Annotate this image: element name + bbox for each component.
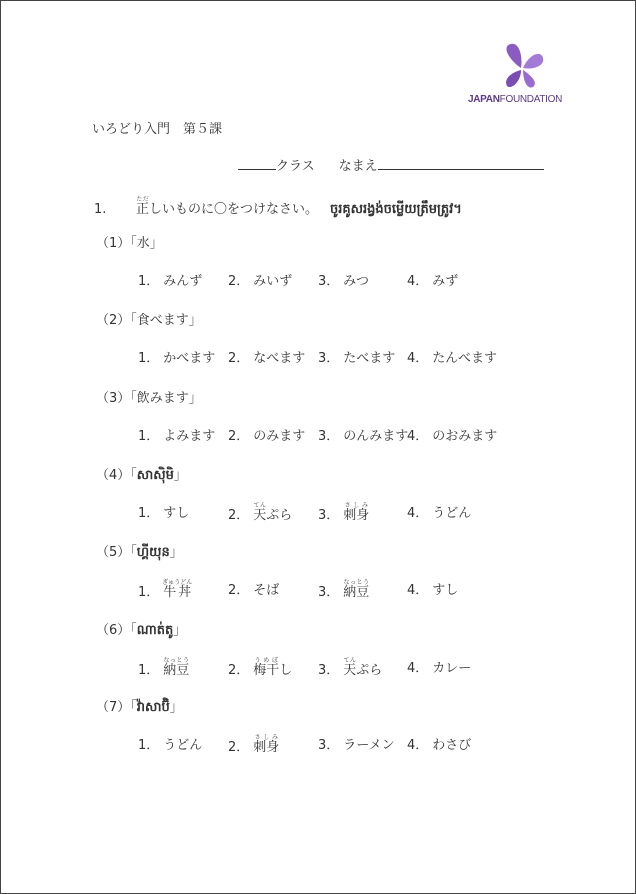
option-number: 4． [407,351,429,367]
answer-option[interactable] [138,270,202,289]
name-label: なまえ [338,159,378,174]
question-label: （6）「ណាត់តូ」 [96,622,187,638]
option-number: 4． [407,274,429,289]
option-text: みんず [163,274,203,289]
option-number: 4． [407,660,429,676]
option-number: 2． [228,662,250,678]
answer-option[interactable] [407,657,471,676]
option-text: なべます [253,351,306,367]
answer-option[interactable] [318,425,408,444]
option-number: 2． [228,739,250,755]
option-number: 1． [138,662,160,678]
option-number: 4． [407,505,429,521]
option-number: 2． [228,583,250,599]
answer-option[interactable] [318,347,395,366]
option-text: たんべます [432,351,498,367]
option-number: 3． [318,428,340,444]
question-label: （5）「ហ្គីយុន」 [96,545,183,561]
answer-option[interactable] [138,347,215,366]
answer-option[interactable] [407,502,471,521]
answer-option[interactable] [318,657,382,678]
class-blank[interactable] [238,157,276,170]
answer-option[interactable] [318,734,395,753]
option-text: ラーメン [343,737,395,753]
option-number: 2． [228,274,250,289]
answer-option[interactable] [407,270,458,289]
option-ruby: 天てん [343,656,357,678]
japan-foundation-logo [466,42,563,108]
option-number: 1． [138,428,160,444]
option-text: のんみます [343,428,409,444]
question-label: （3）「飲みます」 [96,390,202,406]
answer-option[interactable] [407,425,497,444]
answer-option[interactable] [318,579,369,600]
answer-option[interactable] [138,425,215,444]
option-number: 1． [138,505,160,521]
option-ruby: 納豆なっとう [163,656,190,678]
answer-option[interactable] [138,579,192,600]
question-label: （1）「水」 [96,236,163,251]
question-khmer-term: ហ្គីយុន [136,545,170,561]
option-text: かべます [163,351,216,367]
option-ruby: 天てん [253,501,267,523]
option-number: 1． [138,351,160,367]
class-label: クラス [276,159,315,174]
answer-option[interactable] [228,425,305,444]
class-name-line [238,155,544,174]
option-number: 3． [318,662,340,678]
question-khmer-term: ណាត់តូ [136,622,174,638]
question-khmer-term: សាស៊ិមិ [136,467,174,483]
option-number: 3． [318,585,340,601]
option-number: 2． [228,507,250,523]
name-blank[interactable] [378,157,544,170]
option-number: 3． [318,351,340,367]
answer-option[interactable] [318,502,369,523]
option-number: 3． [318,737,340,753]
answer-option[interactable] [228,347,305,366]
option-ruby: 刺身さしみ [343,501,370,523]
option-text: のおみます [432,428,498,444]
option-text: し [279,662,293,678]
option-text: すし [163,505,190,521]
instruction-number: 1. [94,202,107,217]
option-text: ぷら [356,662,383,678]
option-text: みいず [253,274,293,289]
answer-option[interactable] [138,734,202,753]
option-text: のみます [253,428,306,444]
question-khmer-term: វ៉ាសាប៊ិ [136,699,170,715]
answer-option[interactable] [407,579,458,598]
instruction-khmer: ចូរគូសរង្វង់ចម្លើយត្រឹមត្រូវ។ [330,202,462,217]
answer-option[interactable] [228,502,292,523]
instruction-text: しいものに〇をつけなさい。 [149,202,319,217]
answer-option[interactable] [138,502,189,521]
option-text: うどん [163,737,203,753]
instruction [94,196,462,220]
option-number: 2． [228,351,250,367]
instruction-ruby: 正ただ [136,196,150,217]
answer-option[interactable] [138,657,189,678]
option-number: 3． [318,507,340,523]
answer-option[interactable] [318,270,369,289]
option-number: 4． [407,428,429,444]
answer-option[interactable] [228,657,292,678]
option-text: みず [432,274,459,289]
answer-option[interactable] [407,347,497,366]
option-number: 4． [407,737,429,753]
answer-option[interactable] [228,270,292,289]
option-text: すし [432,583,459,599]
option-number: 1． [138,585,160,601]
option-text: うどん [432,505,472,521]
option-text: たべます [343,351,396,367]
option-text: よみます [163,428,216,444]
option-number: 3． [318,274,340,289]
answer-option[interactable] [228,734,279,755]
option-number: 1． [138,737,160,753]
option-number: 4． [407,583,429,599]
option-ruby: 梅干うめぼ [253,656,280,678]
logo-text: JAPANFOUNDATION [468,94,563,105]
answer-option[interactable] [407,734,471,753]
option-ruby: 刺身さしみ [253,733,280,755]
option-text: わさび [432,737,472,753]
butterfly-logo-icon [499,42,545,90]
question-label: （4）「សាស៊ិមិ」 [96,467,187,483]
option-text: カレー [432,660,472,676]
option-text: そば [253,583,280,599]
option-ruby: 牛丼ぎゅうどん [162,579,193,601]
option-number: 2． [228,428,250,444]
option-ruby: 納豆なっとう [343,579,370,601]
option-text: ぷら [266,507,293,523]
question-label: （7）「វ៉ាសាប៊ិ」 [96,699,183,715]
answer-option[interactable] [228,579,279,598]
lesson-title: いろどり入門 第５課 [92,122,223,137]
question-label: （2）「食べます」 [96,313,202,329]
option-text: みつ [343,274,370,289]
option-number: 1． [138,274,160,289]
